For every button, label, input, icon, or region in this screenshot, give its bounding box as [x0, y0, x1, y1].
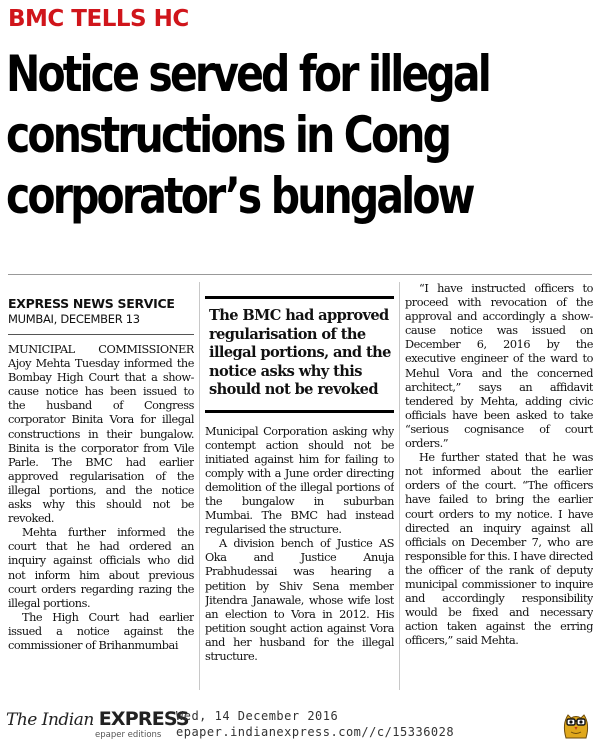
- headline-line: constructions in Cong: [6, 106, 450, 164]
- brand-logo: [6, 708, 189, 730]
- paragraph: Mehta further informed the court that he had ordered an inquiry against officials who did not inform him about previous court orders regarding razing the illegal portions.: [8, 526, 194, 610]
- headline: [6, 44, 490, 227]
- dateline: MUMBAI, DECEMBER 13: [8, 312, 140, 326]
- paragraph: “I have instructed officers to proceed with revocation of the approval and accordingly a show-cause notice was issued on December 6, 2016 by the executive engineer of the ward to Mehul Vora and the concerned architect,” says an affidavit tendered by Mehta, adding civic officials have been asked to take “serious cognisance of court orders.”: [405, 282, 593, 451]
- article-column-3: [405, 282, 593, 692]
- footer: [0, 704, 600, 743]
- brand-name: EXPRESS: [98, 708, 189, 730]
- byline: EXPRESS NEWS SERVICE: [8, 296, 175, 311]
- brand-prefix: The Indian: [6, 710, 99, 730]
- paragraph: The High Court had earlier issued a notice against the commissioner of Brihanmumbai: [8, 610, 194, 652]
- article-column-1: [8, 282, 194, 692]
- column-divider: [399, 282, 400, 690]
- headline-divider: [8, 274, 592, 275]
- byline-divider: [8, 334, 194, 335]
- paragraph: Municipal Corporation asking why contempt action should not be initiated against him for failing to comply with a June order directing demolition of the illegal portions of the bungalow in suburban Mumbai. The BMC had instead regularised the structure.: [205, 424, 394, 537]
- article-column-2: [205, 282, 394, 692]
- pull-quote: The BMC had approved regularisation of the illegal portions, and the notice asks why this should not be revoked: [205, 296, 394, 413]
- owl-icon: [560, 708, 592, 740]
- kicker: BMC TELLS HC: [8, 6, 189, 32]
- paragraph: A division bench of Justice AS Oka and Justice Anuja Prabhudessai was hearing a petition by Shiv Sena member Jitendra Janawale, whose wife lost an election to Vora in 2012. His petition sought action against Vora and her husband for the illegal structure.: [205, 537, 394, 663]
- column-divider: [199, 282, 200, 690]
- edition-label: epaper editions: [95, 730, 162, 740]
- headline-line: corporator’s bungalow: [6, 167, 473, 225]
- headline-line: Notice served for illegal: [6, 45, 489, 103]
- paragraph: He further stated that he was not informed about the earlier orders of the court. “The officers have failed to bring the earlier court orders to my notice. I have directed an inquiry against all officials on December 7, who are responsible for this. I have directed the officer of the rank of deputy municipal commissioner to inquire and accordingly responsibility would be fixed and necessary action taken against the erring officers,” said Mehta.: [405, 451, 593, 648]
- epaper-url: epaper.indianexpress.com//c/15336028: [176, 725, 455, 739]
- paragraph: MUNICIPAL COMMISSIONER Ajoy Mehta Tuesday informed the Bombay High Court that a show-cause notice has been issued to the husband of Congress corporator Binita Vora for illegal constructions in their bungalow. Binita is the corporator from Vile Parle. The BMC had earlier approved regularisation of the illegal portions, and the notice asks why this should not be revoked.: [8, 343, 194, 526]
- epaper-date: Wed, 14 December 2016: [176, 709, 339, 723]
